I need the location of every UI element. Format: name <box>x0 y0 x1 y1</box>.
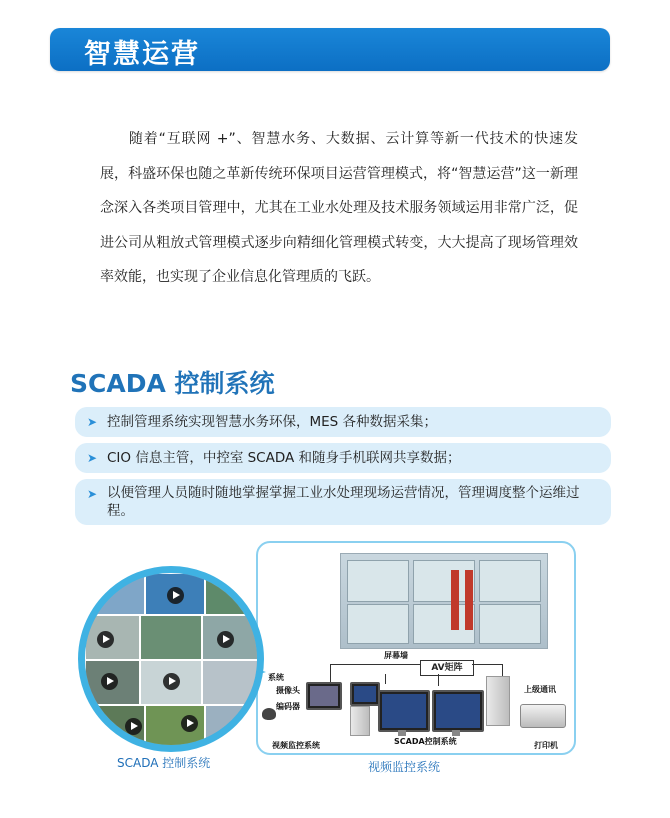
monitor-icon <box>306 682 342 710</box>
section-title: SCADA 控制系统 <box>70 369 275 398</box>
monitor-icon <box>350 682 380 706</box>
label-upper-comm: 上级通讯 <box>524 685 556 694</box>
bullet-text: 以便管理人员随时随地掌握掌握工业水处理现场运营情况，管理调度整个运维过程。 <box>107 485 580 519</box>
bullet-item <box>75 443 611 473</box>
label-printer: 打印机 <box>534 741 558 750</box>
arrow-bullet-icon: ➤ <box>87 487 98 501</box>
camera-icon <box>262 708 276 720</box>
monitor-icon <box>432 690 484 732</box>
bullet-text: CIO 信息主管，中控室 SCADA 和随身手机联网共享数据； <box>107 450 461 466</box>
bullet-text: 控制管理系统实现智慧水务环保，MES 各种数据采集； <box>107 414 438 430</box>
label-video-monitor-system: 视频监控系统 <box>272 741 320 750</box>
play-icon[interactable] <box>167 587 184 604</box>
server-tower-icon <box>486 676 510 726</box>
play-icon[interactable] <box>97 631 114 648</box>
label-av-matrix: AV矩阵 <box>420 660 474 676</box>
scada-photo-collage <box>78 566 264 752</box>
intro-paragraph <box>100 122 578 295</box>
bullet-item <box>75 407 611 437</box>
play-icon[interactable] <box>101 673 118 690</box>
caption-scada: SCADA 控制系统 <box>117 756 211 770</box>
screen-wall-image <box>340 553 548 649</box>
label-encoder: 编码器 <box>276 702 300 711</box>
caption-video-monitoring: 视频监控系统 <box>368 760 441 774</box>
intro-text: 随着“互联网 +”、智慧水务、大数据、云计算等新一代技术的快速发展，科盛环保也随之革新传统环保项目运营管理模式，将“智慧运营”这一新理念深入各类项目管理中，尤其在工业水处理及技术服务领域运用非常广泛，促进公司从粗放式管理模式逐步向精细化管理模式转变，大大提高了现场管理效率效能，也实现了企业信息化管理质的飞跃。 <box>100 131 578 285</box>
play-icon[interactable] <box>125 718 142 735</box>
bullet-item <box>75 479 611 525</box>
label-screen-wall: 屏幕墙 <box>384 651 408 660</box>
play-icon[interactable] <box>181 715 198 732</box>
play-icon[interactable] <box>217 631 234 648</box>
monitor-icon <box>378 690 430 732</box>
computer-tower-icon <box>350 706 370 736</box>
arrow-bullet-icon: ➤ <box>87 451 98 465</box>
label-system: 系统 <box>268 673 284 682</box>
label-scada-control-system: SCADA控制系统 <box>394 737 457 746</box>
arrow-bullet-icon: ➤ <box>87 415 98 429</box>
label-camera: 摄像头 <box>276 686 300 695</box>
play-icon[interactable] <box>163 673 180 690</box>
section-banner <box>50 28 610 71</box>
printer-icon <box>520 704 566 728</box>
banner-title: 智慧运营 <box>84 39 200 70</box>
